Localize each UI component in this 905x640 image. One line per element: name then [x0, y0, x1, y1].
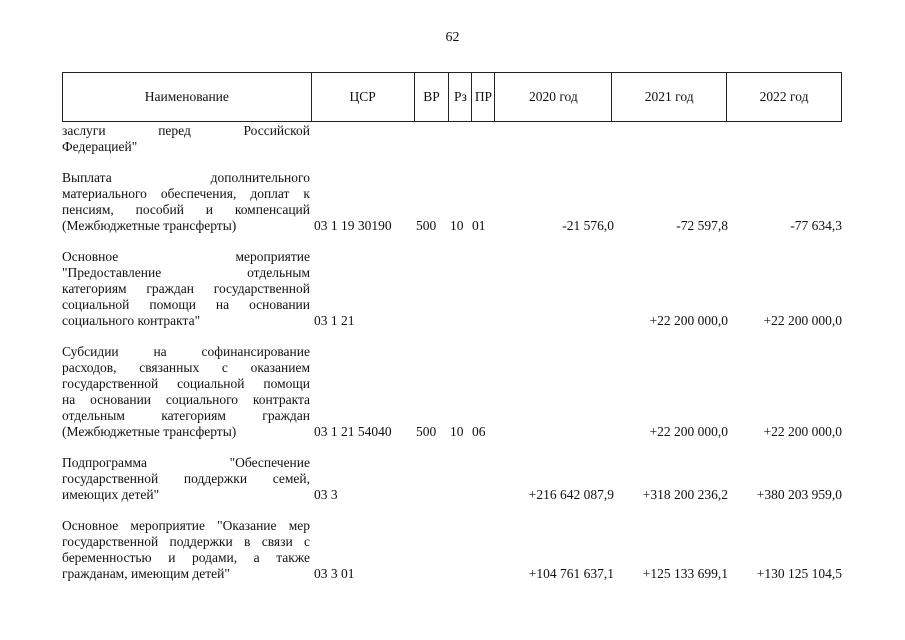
row-value-2022: +130 125 104,5: [756, 566, 842, 581]
row-name-line: (Межбюджетные трансферты): [62, 218, 237, 233]
row-name-line: пенсиям, пособий и компенсаций: [62, 202, 310, 217]
table-row: [62, 518, 842, 582]
row-name-line: отдельным категориям граждан: [62, 408, 310, 423]
row-name-line: на основании социального контракта: [62, 392, 310, 407]
row-name-line: социальной помощи на основании: [62, 297, 310, 312]
row-name-line: беременностью и родами, а также: [62, 550, 310, 565]
row-name-line: Федерацией": [62, 139, 138, 154]
row-csr: 03 1 21: [314, 313, 355, 328]
header-2022: 2022 год: [727, 73, 842, 122]
row-csr: 03 1 19 30190: [314, 218, 392, 233]
row-name-line: заслуги перед Российской: [62, 123, 310, 138]
header-name: Наименование: [63, 73, 312, 122]
row-name-line: гражданам, имеющим детей": [62, 566, 230, 581]
table-row: [62, 123, 842, 155]
row-name-line: государственной поддержки семей,: [62, 471, 310, 486]
row-name-line: Субсидии на софинансирование: [62, 344, 310, 359]
page-number: 62: [445, 30, 460, 45]
table-row: [62, 455, 842, 503]
row-value-2020: +216 642 087,9: [528, 487, 614, 502]
row-value-2021: +318 200 236,2: [642, 487, 728, 502]
header-csr: ЦСР: [311, 73, 414, 122]
row-csr: 03 3: [314, 487, 338, 502]
header-vr: ВР: [414, 73, 449, 122]
row-value-2020: -21 576,0: [562, 218, 614, 233]
header-rz: Рз: [449, 73, 472, 122]
row-name-line: государственной социальной помощи: [62, 376, 310, 391]
header-pr: ПР: [472, 73, 495, 122]
row-name-line: Подпрограмма "Обеспечение: [62, 455, 310, 470]
row-name-line: имеющих детей": [62, 487, 160, 502]
budget-table-body: [62, 123, 842, 597]
table-row: [62, 170, 842, 234]
row-value-2020: +104 761 637,1: [528, 566, 614, 581]
row-name-line: категориям граждан государственной: [62, 281, 310, 296]
row-name-line: "Предоставление отдельным: [62, 265, 310, 280]
table-row: [62, 344, 842, 440]
row-rz: 10: [450, 218, 464, 233]
row-pr: 06: [472, 424, 486, 439]
header-2020: 2020 год: [495, 73, 612, 122]
header-2021: 2021 год: [612, 73, 727, 122]
row-name-line: Основное мероприятие: [62, 249, 310, 264]
table-header: [62, 72, 842, 122]
row-rz: 10: [450, 424, 464, 439]
row-value-2022: +22 200 000,0: [763, 313, 842, 328]
row-name-line: материального обеспечения, доплат к: [62, 186, 310, 201]
row-pr: 01: [472, 218, 486, 233]
table-row: [62, 249, 842, 329]
row-value-2022: +380 203 959,0: [756, 487, 842, 502]
row-csr: 03 1 21 54040: [314, 424, 392, 439]
row-name: [62, 249, 310, 329]
row-value-2021: +22 200 000,0: [649, 313, 728, 328]
row-name-line: социального контракта": [62, 313, 201, 328]
row-name: [62, 455, 310, 503]
row-vr: 500: [416, 218, 437, 233]
row-value-2022: +22 200 000,0: [763, 424, 842, 439]
row-name: [62, 344, 310, 440]
row-name: [62, 518, 310, 582]
row-name-line: (Межбюджетные трансферты): [62, 424, 237, 439]
row-vr: 500: [416, 424, 437, 439]
row-name-line: расходов, связанных с оказанием: [62, 360, 310, 375]
row-value-2021: +22 200 000,0: [649, 424, 728, 439]
row-name: [62, 170, 310, 234]
row-value-2021: -72 597,8: [676, 218, 728, 233]
row-name: [62, 123, 310, 155]
row-name-line: государственной поддержки в связи с: [62, 534, 310, 549]
row-value-2021: +125 133 699,1: [642, 566, 728, 581]
row-name-line: Выплата дополнительного: [62, 170, 310, 185]
row-value-2022: -77 634,3: [790, 218, 842, 233]
row-csr: 03 3 01: [314, 566, 355, 581]
row-name-line: Основное мероприятие "Оказание мер: [62, 518, 310, 533]
